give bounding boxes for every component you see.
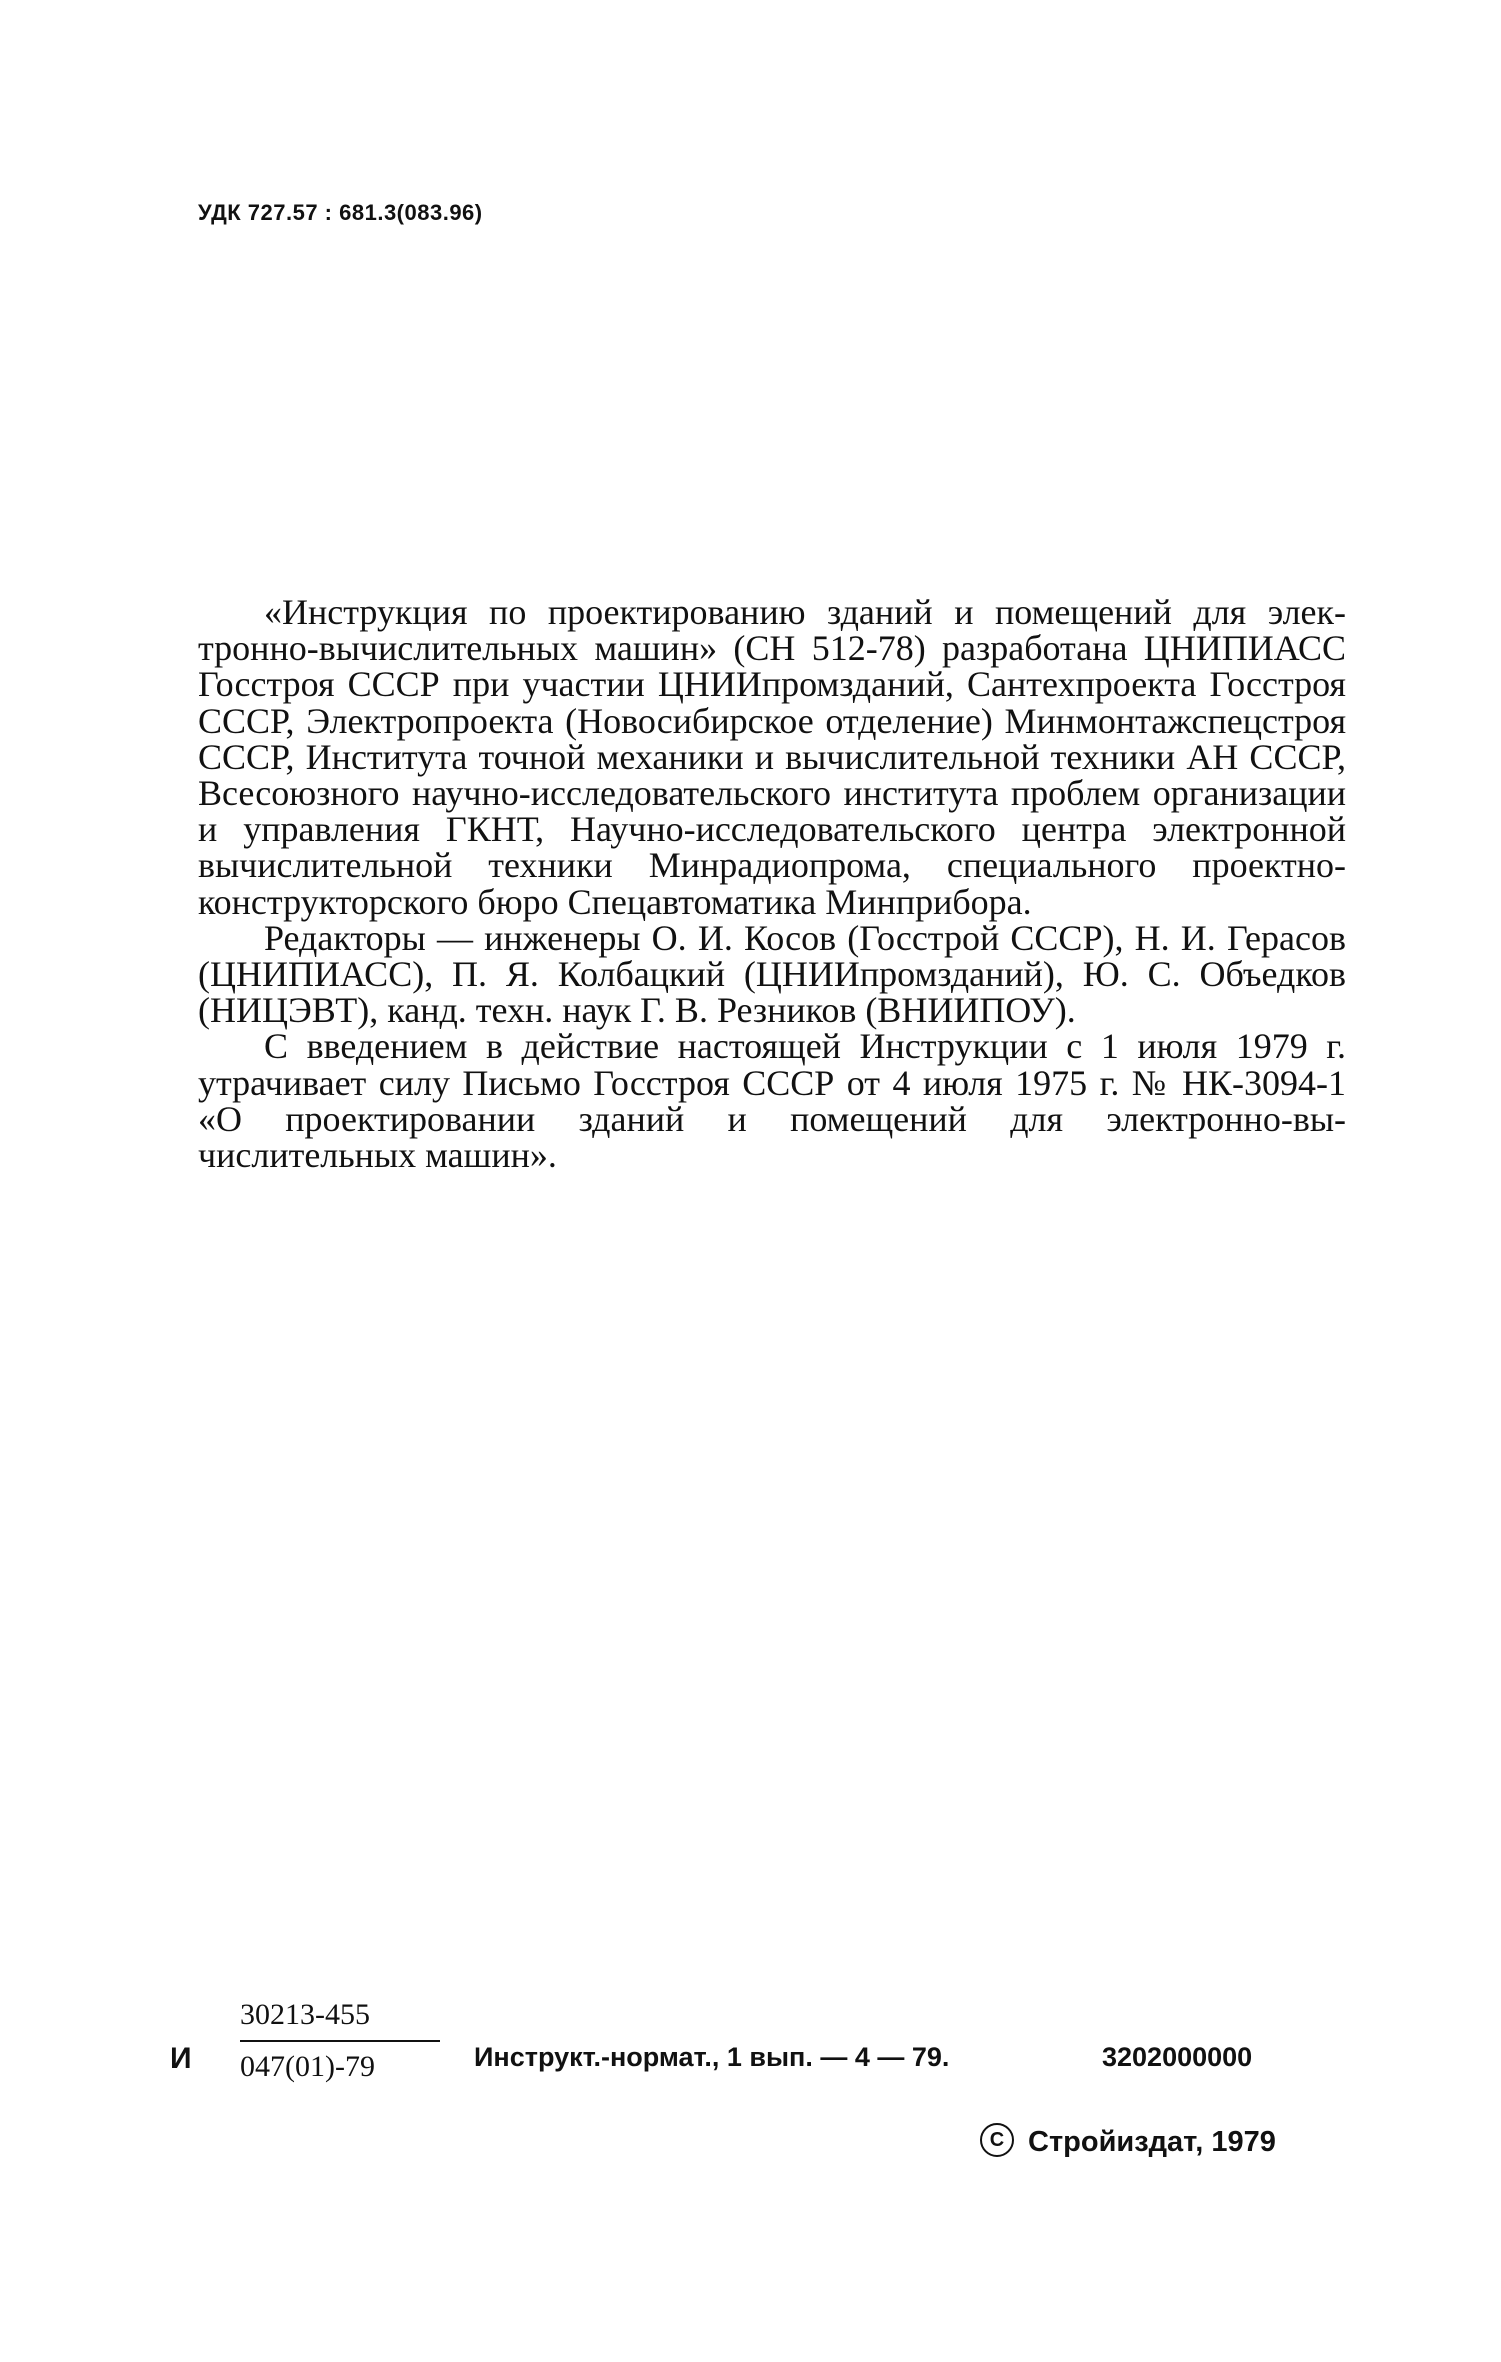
annotation-text [198,592,1346,1176]
imprint-letter: И [170,2042,192,2075]
publisher-name: Стройиздат, 1979 [1028,2126,1276,2158]
copyright-icon: C [980,2123,1014,2157]
series-info: Инструкт.-нормат., 1 вып. — 4 — 79. [474,2042,950,2072]
udk-code: УДК 727.57 : 681.3(083.96) [198,200,483,225]
publication-imprint [170,1998,1350,2198]
catalog-denominator: 047(01)-79 [240,2050,375,2083]
paragraph-editors: Редакторы — инженеры О. И. Косов (Госстрой СССР), Н. И. Герасов (ЦНИПИАСС), П. Я. Колбацкий (ЦНИИпромзданий), Ю. С. Объедков (НИЦЭВТ), канд. техн. наук Г. В. Резников (ВНИИПОУ). [198,917,1346,1031]
catalog-fraction [240,1998,420,2084]
paragraph-developers: «Инструкция по проектированию зданий и помещений для электронно-вычислительных машин» (СН 512-78) разработана ЦНИПИАСС Госстроя СССР при участии ЦНИИпромзданий, Сантехпроекта Госстроя СССР, Электропроекта (Новосибирское отделение) Минмонтажспецстроя СССР, Института точной механики и вычислительной техники АН СССР, Всесоюзного научно-исследовательского института проблем организации и управления ГКНТ, Научно-исследовательского центра электронной вычислительной техники Минрадиопрома, специального проектно-конструкторского бюро Спецавтоматика Минприбора. [198,592,1346,922]
catalog-numerator: 30213-455 [240,1998,440,2042]
paragraph-effective-date: С введением в действие настоящей Инструкции с 1 июля 1979 г. утрачивает силу Письмо Госстроя СССР от 4 июля 1975 г. № НК-3094-1 «О проектировании зданий и помещений для электронно-вычислительных машин». [198,1026,1346,1176]
copyright-line [980,2126,1276,2160]
catalog-code: 3202000000 [1102,2042,1253,2072]
